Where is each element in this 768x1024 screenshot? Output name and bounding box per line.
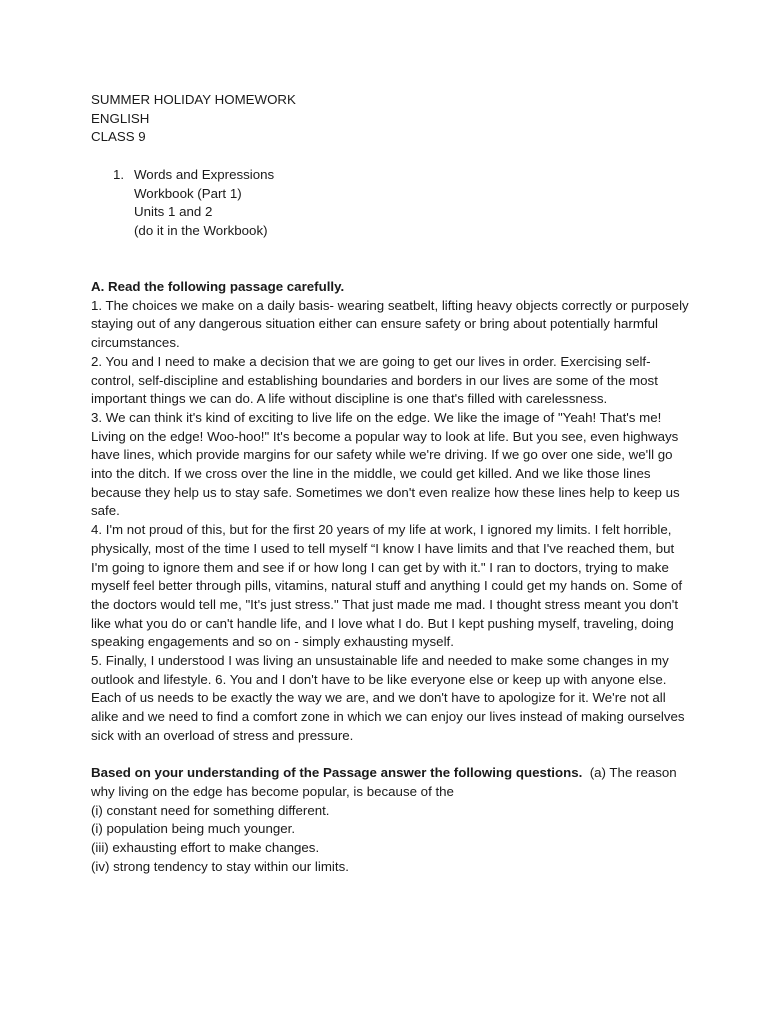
list-line: Words and Expressions xyxy=(134,166,275,182)
passage-paragraph: 3. We can think it's kind of exciting to live life on the edge. We like the image of "Yeah! That's me! Living on the edge! Woo-hoo!" It's become a popular way to look at life. But you see, even highways have lines, which provide margins for our safety while we're driving. If we go over one side, we'll go into the ditch. If we cross over the line in the middle, we could get killed. And we like those lines because they help us to stay safe. Sometimes we don't even realize how these lines help to keep us safe. xyxy=(91,409,680,519)
answer-option: (iv) strong tendency to stay within our limits. xyxy=(91,858,349,874)
homework-list xyxy=(91,166,691,241)
list-number: 1. xyxy=(113,166,125,182)
list-line: Units 1 and 2 xyxy=(134,204,213,220)
question-intro xyxy=(91,764,691,801)
passage-paragraph: 2. You and I need to make a decision that we are going to get our lives in order. Exercising self-control, self-discipline and establishing boundaries and borders in our lives are some of the most important things we can do. A life without discipline is one that's filled with carelessness. xyxy=(91,353,658,407)
answer-option: (iii) exhausting effort to make changes. xyxy=(91,840,320,856)
list-line: Workbook (Part 1) xyxy=(134,185,242,201)
questions-section xyxy=(91,764,691,876)
passage-paragraph: 4. I'm not proud of this, but for the first 20 years of my life at work, I ignored my limits. I felt horrible, physically, most of the time I used to tell myself “I know I have limits and that I've reached them, but I'm going to ignore them and see if or how long I can get by with it." I ran to doctors, trying to make myself feel better through pills, vitamins, natural stuff and anything I could get my hands on. Some of the doctors would tell me, "It's just stress." That just made me mad. I thought stress meant you don't like what you do or can't handle life, and I love what I do. But I kept pushing myself, traveling, doing speaking engagements and so on - simply exhausting myself. xyxy=(91,522,683,650)
document-title: SUMMER HOLIDAY HOMEWORK xyxy=(91,92,296,107)
passage-paragraph: 5. Finally, I understood I was living an unsustainable life and needed to make some changes in my outlook and lifestyle. 6. You and I don't have to be like everyone else or keep up with anyone else. Each of us needs to be exactly the way we are, and we don't have to apologize for it. We're not all alike and we need to find a comfort zone in which we can enjoy our lives instead of making ourselves sick with an overload of stress and pressure. xyxy=(91,653,685,743)
subject-label: ENGLISH xyxy=(91,110,150,126)
spacer xyxy=(91,241,691,278)
questions-heading: Based on your understanding of the Passage answer the following questions. xyxy=(91,765,583,781)
passage-section xyxy=(91,278,691,746)
list-item xyxy=(134,166,274,241)
answer-option: (i) constant need for something different. xyxy=(91,802,330,818)
answer-option: (i) population being much younger. xyxy=(91,821,296,837)
spacer xyxy=(91,746,691,765)
document-header xyxy=(91,91,691,147)
passage-heading: A. Read the following passage carefully. xyxy=(91,279,345,294)
list-line: (do it in the Workbook) xyxy=(134,222,268,238)
class-label: CLASS 9 xyxy=(91,129,146,145)
passage-paragraph: 1. The choices we make on a daily basis- wearing seatbelt, lifting heavy objects correctly or purposely staying out of any dangerous situation either can ensure safety or bring about potentially harmful circumstances. xyxy=(91,297,689,351)
question-a: (a) The reason why living on the edge has become popular, is because of the xyxy=(91,765,677,799)
document-page xyxy=(91,91,691,876)
